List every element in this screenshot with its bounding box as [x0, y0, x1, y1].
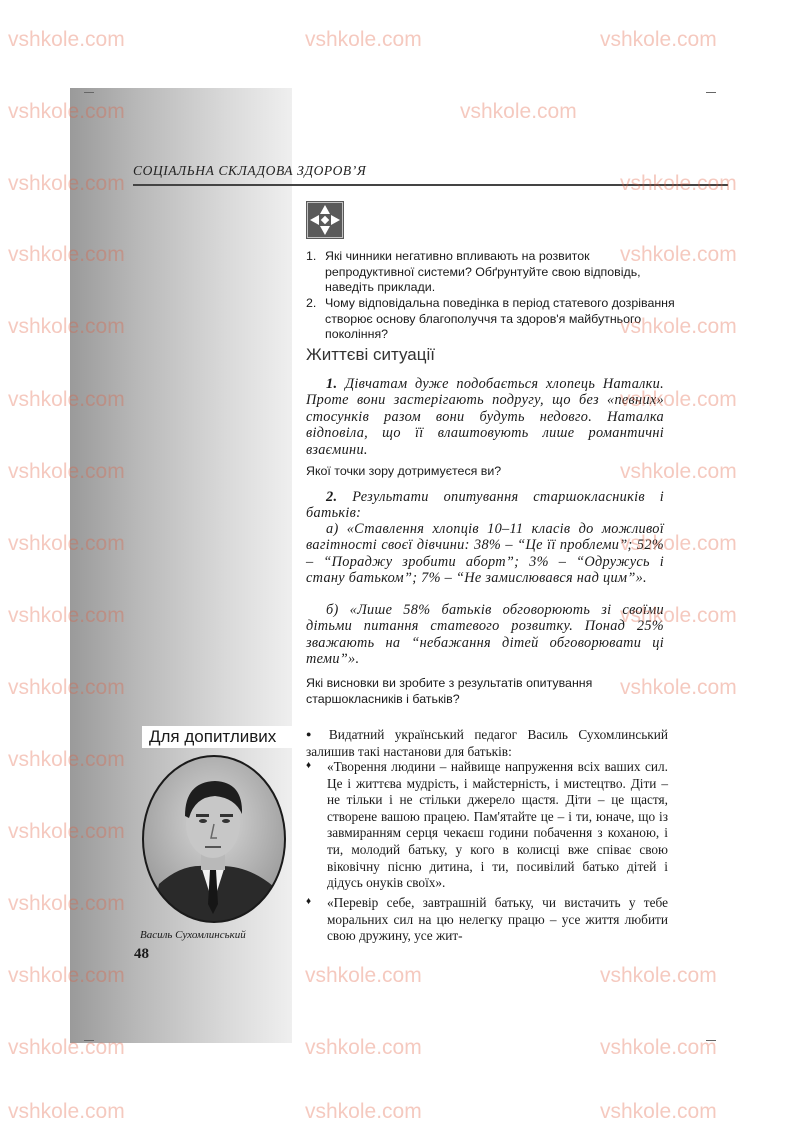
question-number: 2. [306, 296, 317, 310]
situation-text: Результати опитування старшокласників і батьків: [306, 489, 664, 522]
crop-mark [706, 1040, 716, 1041]
question-2: Які висновки ви зробите з результатів опитування старшокласників і батьків? [306, 676, 593, 706]
watermark: vshkole.com [8, 676, 125, 699]
watermark: vshkole.com [8, 1036, 125, 1059]
watermark: vshkole.com [600, 28, 717, 51]
question-item [306, 249, 676, 296]
watermark: vshkole.com [620, 532, 737, 555]
crop-mark [84, 92, 94, 93]
watermark: vshkole.com [8, 28, 125, 51]
section-title: Життєві ситуації [306, 345, 435, 364]
question-text: Чому відповідальна поведінка в період статевого дозрівання створює основу благополуччя та здоров'я майбутнього покоління? [325, 296, 675, 341]
bullet-icon: ♦ [306, 896, 312, 907]
watermark: vshkole.com [8, 604, 125, 627]
watermark: vshkole.com [305, 28, 422, 51]
situation-number: 2. [326, 489, 338, 505]
situation-1 [306, 376, 664, 458]
question-item [306, 296, 676, 343]
question-text: Які чинники негативно впливають на розвиток репродуктивної системи? Обґрунтуйте свою відповідь, наведіть приклади. [325, 249, 641, 294]
curious-badge: Для допитливих [142, 726, 292, 748]
page-number: 48 [134, 946, 149, 962]
watermark: vshkole.com [305, 964, 422, 987]
watermark: vshkole.com [620, 604, 737, 627]
situation-2 [306, 489, 664, 522]
quote-2: «Перевір себе, завтрашній батьку, чи вистачить у тебе моральних сил на цю нелегку працю – усе життя любити свою дружину, усе жит- [327, 895, 668, 944]
watermark: vshkole.com [8, 315, 125, 338]
watermark: vshkole.com [8, 388, 125, 411]
watermark: vshkole.com [620, 460, 737, 483]
watermark: vshkole.com [8, 172, 125, 195]
watermark: vshkole.com [8, 243, 125, 266]
survey-a: а) «Ставлення хлопців 10–11 класів до можливої вагітності своєї дівчини: 38% – “Це її проблеми”; 52% – “Пораджу зробити аборт”; 3% – “Одружусь і стану батьком”; 7% – “Не замислювався над цим”». [306, 521, 664, 587]
watermark: vshkole.com [620, 315, 737, 338]
watermark: vshkole.com [8, 1100, 125, 1123]
quote-1: «Творення людини – найвище напруження всіх ваших сил. Це і життєва мудрість, і майстерність, і мистецтво. Діти – не тільки і не стільки джерело щастя. Діти – це щастя, створене вашою працею. Пам'ятайте це – і ти, юначе, що із завмиранням серця чекаєш години побачення з коханою, і ти, молодий батьку, у кого в колисці вже співає свою віковічну пісню дитина, і ти, посивілий батько дітей і дідусь онуків своїх». [327, 759, 668, 891]
watermark: vshkole.com [8, 532, 125, 555]
header-title: СОЦІАЛЬНА СКЛАДОВА ЗДОРОВ’Я [133, 163, 367, 178]
arrows-icon [306, 201, 344, 239]
watermark: vshkole.com [620, 243, 737, 266]
watermark: vshkole.com [8, 748, 125, 771]
running-header [133, 162, 728, 186]
watermark: vshkole.com [8, 820, 125, 843]
watermark: vshkole.com [600, 964, 717, 987]
situation-text: Дівчатам дуже подобається хлопець Наталки. Проте вони застерігають подругу, що без «певних» стосунків разом вони будуть недовго. Наталка відповіла, що її влаштовують лише романтичні взаємини. [306, 376, 664, 458]
watermark: vshkole.com [8, 892, 125, 915]
watermark: vshkole.com [620, 676, 737, 699]
bullet-icon: ♦ [306, 760, 312, 771]
crop-mark [84, 1040, 94, 1041]
watermark: vshkole.com [8, 100, 125, 123]
watermark: vshkole.com [305, 1036, 422, 1059]
intro-text: Видатний український педагог Василь Сухомлинський залишив такі настанови для батьків: [306, 727, 668, 759]
survey-b: б) «Лише 58% батьків обговорюють зі своїми дітьми питання статевого розвитку. Понад 25% зважають на “небажання дітей обговорювати ці теми”». [306, 602, 664, 668]
watermark: vshkole.com [620, 388, 737, 411]
portrait-image [141, 754, 287, 924]
portrait-caption: Василь Сухомлинський [140, 929, 246, 941]
question-number: 1. [306, 249, 317, 263]
watermark: vshkole.com [8, 964, 125, 987]
crop-mark [706, 92, 716, 93]
question-1: Якої точки зору дотримуєтеся ви? [306, 464, 502, 478]
situation-number: 1. [326, 376, 338, 392]
watermark: vshkole.com [620, 172, 737, 195]
watermark: vshkole.com [8, 460, 125, 483]
watermark: vshkole.com [600, 1100, 717, 1123]
curious-intro: ● Видатний український педагог Василь Сухомлинський залишив такі настанови для батьків: [306, 727, 668, 759]
watermark: vshkole.com [460, 100, 577, 123]
watermark: vshkole.com [305, 1100, 422, 1123]
watermark: vshkole.com [600, 1036, 717, 1059]
